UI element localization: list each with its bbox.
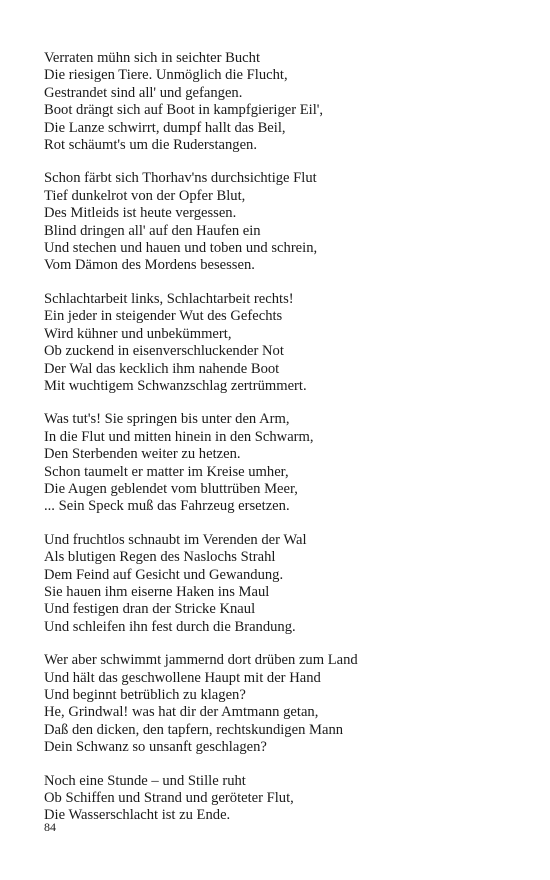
verse-line: Der Wal das kecklich ihm nahende Boot [44, 360, 280, 377]
verse-line: Schlachtarbeit links, Schlachtarbeit rechts! [44, 290, 294, 307]
verse-line: Wer aber schwimmt jammernd dort drüben zum Land [44, 652, 358, 669]
verse-line: Gestrandet sind all' und gefangen. [44, 84, 243, 101]
verse-line: Dein Schwanz so unsanft geschlagen? [44, 739, 267, 756]
page-number: 84 [44, 820, 56, 834]
verse-line: ... Sein Speck muß das Fahrzeug ersetzen. [44, 498, 290, 515]
verse-line: Daß den dicken, den tapfern, rechtskundigen Mann [44, 721, 344, 738]
verse-line: Und stechen und hauen und toben und schrein, [44, 240, 318, 257]
verse-line: Den Sterbenden weiter zu hetzen. [44, 446, 241, 463]
verse-line: Vom Dämon des Mordens besessen. [44, 257, 255, 274]
verse-line: Dem Feind auf Gesicht und Gewandung. [44, 566, 284, 583]
verse-line: Blind dringen all' auf den Haufen ein [44, 222, 261, 239]
verse-line: Tief dunkelrot von der Opfer Blut, [44, 187, 246, 204]
verse-line: Schon färbt sich Thorhav'ns durchsichtige Flut [44, 170, 317, 187]
verse-line: Und hält das geschwollene Haupt mit der Hand [44, 669, 321, 686]
verse-line: Boot drängt sich auf Boot in kampfgieriger Eil', [44, 102, 324, 119]
stanza-3 [44, 291, 524, 395]
verse-line: Verraten mühn sich in seichter Bucht [44, 50, 261, 66]
stanza-7 [44, 773, 524, 825]
verse-line: Und beginnt betrüblich zu klagen? [44, 687, 246, 703]
verse-line: Und festigen dran der Stricke Knaul [44, 601, 256, 618]
verse-line: Sie hauen ihm eiserne Haken ins Maul [44, 583, 270, 600]
stanza-4 [44, 411, 524, 515]
stanza-6 [44, 652, 524, 756]
verse-line: Ein jeder in steigender Wut des Gefechts [44, 308, 283, 325]
verse-line: Rot schäumt's um die Ruderstangen. [44, 137, 257, 154]
verse-line: Die Lanze schwirrt, dumpf hallt das Beil, [44, 119, 286, 136]
stanza-2 [44, 170, 524, 274]
verse-line: Noch eine Stunde – und Stille ruht [44, 772, 246, 789]
verse-line: Als blutigen Regen des Naslochs Strahl [44, 549, 276, 566]
verse-line: Des Mitleids ist heute vergessen. [44, 205, 237, 222]
verse-line: Die riesigen Tiere. Unmöglich die Flucht, [44, 67, 288, 84]
verse-line: Wird kühner und unbekümmert, [44, 325, 232, 342]
stanza-1 [44, 50, 524, 154]
stanza-5 [44, 532, 524, 636]
verse-line: Die Wasserschlacht ist zu Ende. [44, 807, 231, 824]
verse-line: Ob zuckend in eisenverschluckender Not [44, 343, 284, 360]
verse-line: Und fruchtlos schnaubt im Verenden der Wal [44, 531, 307, 548]
verse-line: Mit wuchtigem Schwanzschlag zertrümmert. [44, 377, 307, 394]
verse-line: Ob Schiffen und Strand und geröteter Flut, [44, 790, 294, 807]
verse-line: Schon taumelt er matter im Kreise umher, [44, 463, 289, 480]
verse-line: He, Grindwal! was hat dir der Amtmann getan, [44, 704, 319, 721]
verse-line: Was tut's! Sie springen bis unter den Arm, [44, 411, 290, 428]
verse-line: In die Flut und mitten hinein in den Schwarm, [44, 428, 314, 445]
verse-line: Die Augen geblendet vom bluttrüben Meer, [44, 480, 298, 497]
poem-body [44, 50, 524, 841]
verse-line: Und schleifen ihn fest durch die Brandung. [44, 618, 296, 635]
